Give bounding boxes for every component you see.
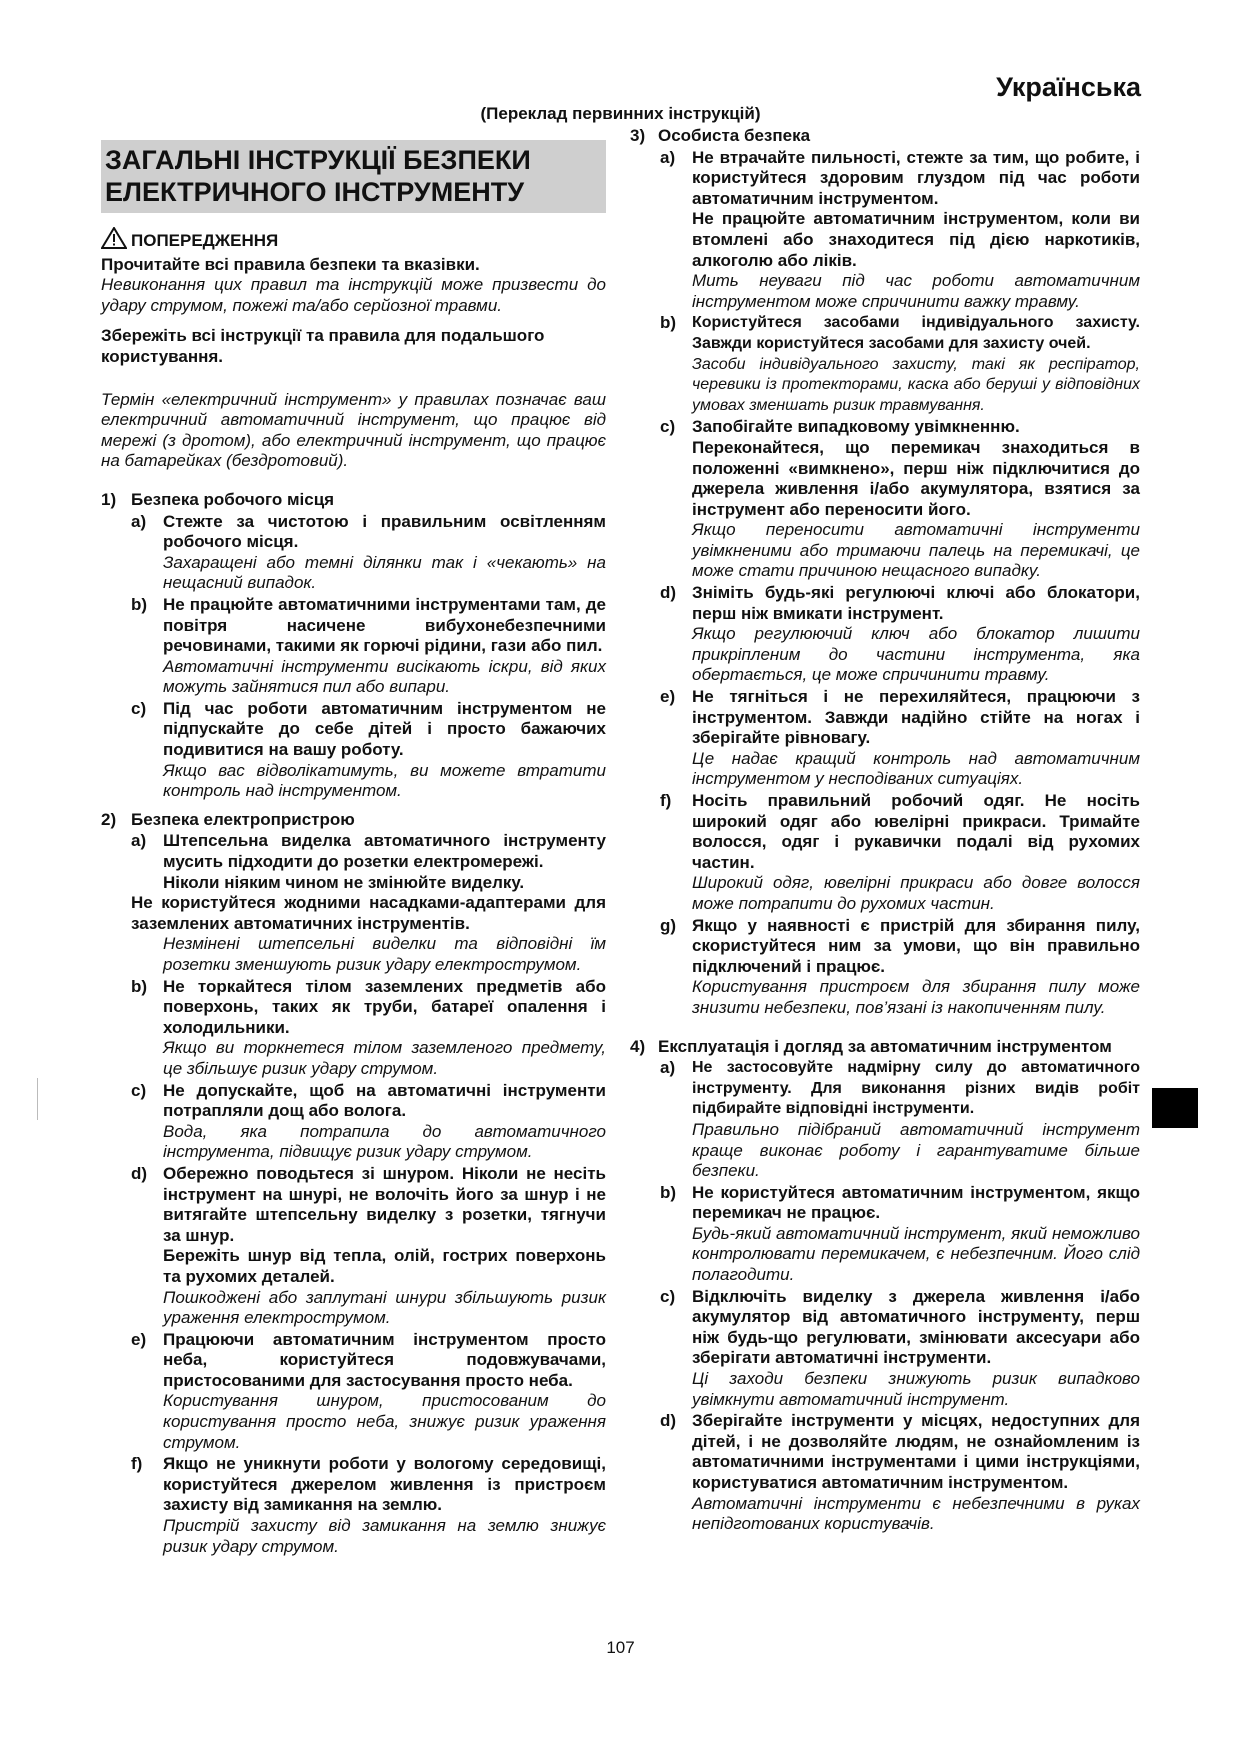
- item-bold: Користуйтеся засобами індивідуального захисту. Завжди користуйтеся засобами для захисту очей.: [692, 314, 1140, 352]
- item-bold-3: Не користуйтеся жодними насадками-адаптерами для заземлених автоматичних інструментів.: [131, 893, 606, 933]
- item-italic: Незмінені штепсельні виделки та відповідні їм розетки зменшують ризик удару електрострумом.: [163, 934, 606, 974]
- item-letter: d): [131, 1163, 148, 1183]
- item-bold: Штепсельна виделка автоматичного інструменту мусить підходити до розетки електромережі.: [163, 831, 606, 872]
- item-letter: b): [660, 1182, 677, 1202]
- margin-mark: [37, 1078, 38, 1120]
- list-item: [630, 1058, 1140, 1182]
- list-item: [630, 417, 1140, 582]
- item-bold-2: Ніколи ніяким чином не змінюйте виделку.: [163, 872, 525, 892]
- item-bold: Не користуйтеся автоматичним інструментом, якщо перемикач не працює.: [692, 1182, 1140, 1223]
- document-title: [101, 140, 606, 213]
- left-column: [101, 134, 606, 1557]
- warning-heading: [101, 227, 606, 255]
- item-letter: c): [660, 417, 676, 437]
- item-letter: a): [660, 1058, 676, 1078]
- item-italic: Користування пристроєм для збирання пилу може знизити небезпеки, пов’язані із накопиченням пилу.: [692, 977, 1140, 1017]
- side-tab-marker: [1152, 1088, 1198, 1128]
- list-item: [630, 1411, 1140, 1535]
- warning-save-bold: Збережіть всі інструкції та правила для подальшого користування.: [101, 326, 545, 366]
- list-item: [101, 1081, 606, 1163]
- item-bold: Не застосовуйте надмірну силу до автоматичного інструменту. Для виконання різних видів робіт підбирайте відповідні інструменти.: [692, 1059, 1140, 1118]
- list-item: [630, 583, 1140, 686]
- item-bold: Стежте за чистотою і правильним освітленням робочого місця.: [163, 511, 606, 552]
- item-italic: Засоби індивідуального захисту, такі як респіратор, черевики із протекторами, каска або беруші у відповідних умовах зменшать ризик травмування.: [692, 355, 1140, 414]
- list-item: [101, 595, 606, 698]
- item-bold: Носіть правильний робочий одяг. Не носіть широкий одяг або ювелірні прикраси. Тримайте волосся, одяг і рукавички подалі від рухомих частин.: [692, 791, 1140, 872]
- item-italic: Це надає кращий контроль над автоматичним інструментом у несподіваних ситуаціях.: [692, 748, 1140, 789]
- item-italic: Ці заходи безпеки знижують ризик випадково увімкнути автоматичний інструмент.: [692, 1369, 1140, 1409]
- item-bold: Обережно поводьтеся зі шнуром. Ніколи не несіть інструмент на шнурі, не волочіть його за шнур і не витягайте штепсельну виделку з розетки, тягнучи за шнур.: [163, 1163, 606, 1245]
- item-bold: Під час роботи автоматичним інструментом не підпускайте до себе дітей і просто бажаючих подивитися на вашу роботу.: [163, 698, 606, 760]
- warning-read-bold: Прочитайте всі правила безпеки та вказівки.: [101, 254, 480, 274]
- item-italic: Автоматичні інструменти є небезпечними в руках непідготованих користувачів.: [692, 1493, 1140, 1534]
- item-letter: a): [131, 511, 147, 531]
- item-letter: a): [660, 147, 676, 167]
- title-line: ЗАГАЛЬНІ ІНСТРУКЦІЇ БЕЗПЕКИ: [105, 145, 531, 175]
- item-italic: Будь-який автоматичний інструмент, який неможливо контролювати перемикачем, є небезпечним. Його слід полагодити.: [692, 1223, 1140, 1285]
- language-header: Українська: [996, 72, 1141, 102]
- item-italic: Автоматичні інструменти висікають іскри, від яких можуть зайнятися пил або випари.: [163, 656, 606, 697]
- list-item: [101, 1454, 606, 1557]
- item-italic: Користування шнуром, пристосованим до користування просто неба, знижує ризик ураження струмом.: [163, 1391, 606, 1452]
- item-italic: Правильно підібраний автоматичний інструмент краще виконає роботу і гарантуватиме більше безпеки.: [692, 1119, 1140, 1181]
- section-title: Безпека робочого місця: [131, 489, 335, 509]
- list-item: [101, 831, 606, 893]
- section-number: 4): [630, 1036, 646, 1056]
- list-item: [101, 1164, 606, 1329]
- item-letter: d): [660, 583, 677, 603]
- item-bold: Не допускайте, щоб на автоматичні інструменти потрапляли дощ або волога.: [163, 1080, 606, 1121]
- item-italic: Якщо вас відволікатимуть, ви можете втратити контроль над інструментом.: [163, 760, 606, 801]
- item-bold-2: Не працюйте автоматичним інструментом, коли ви втомлені або знаходитеся під дією наркотиків, алкоголю або ліків.: [692, 209, 1140, 270]
- list-item: [630, 1183, 1140, 1286]
- item-bold: Якщо у наявності є пристрій для збирання пилу, скористуйтеся ним за умови, що він правильно підключений і працює.: [692, 915, 1140, 976]
- item-bold: Запобігайте випадковому увімкненню.: [692, 417, 1020, 437]
- section-heading: [630, 1037, 1140, 1058]
- item-letter: f): [131, 1454, 143, 1474]
- item-bold: Не торкайтеся тілом заземлених предметів або поверхонь, таких як труби, батареї опалення і холодильники.: [163, 976, 606, 1037]
- item-italic: Якщо регулюючий ключ або блокатор лишити прикріпленим до частини інструмента, яка обертається, це може спричинити травму.: [692, 624, 1140, 685]
- item-italic: Широкий одяг, ювелірні прикраси або довге волосся може потрапити до рухомих частин.: [692, 873, 1140, 913]
- list-item: [101, 699, 606, 802]
- item-italic: Пристрій захисту від замикання на землю знижує ризик удару струмом.: [163, 1516, 606, 1556]
- item-letter: b): [660, 313, 677, 333]
- item-letter: b): [131, 594, 148, 614]
- list-item: [101, 977, 606, 1080]
- item-letter: c): [131, 1080, 147, 1100]
- item-bold: Якщо не уникнути роботи у вологому середовищі, користуйтеся джерелом живлення із пристроєм захисту від замикання на землю.: [163, 1454, 606, 1515]
- section-title: Безпека електропристрою: [131, 809, 355, 829]
- list-item: [630, 148, 1140, 313]
- item-bold: Не втрачайте пильності, стежте за тим, що робите, і користуйтеся здоровим глуздом під час роботи автоматичним інструментом.: [692, 147, 1140, 208]
- item-bold: Не тягніться і не перехиляйтеся, працюючи з інструментом. Завжди надійно стійте на ногах і зберігайте рівновагу.: [692, 687, 1140, 748]
- warning-term-italic: Термін «електричний інструмент» у правилах позначає ваш електричний автоматичний інструмент, що працює від мережі (з дротом), або електричний інструмент, що працює на батарейках (бездротовий).: [101, 389, 606, 471]
- section-title: Експлуатація і догляд за автоматичним інструментом: [658, 1036, 1112, 1056]
- right-column: [630, 126, 1140, 1535]
- section-heading: [101, 810, 606, 831]
- item-bold: Відключіть виделку з джерела живлення і/або акумулятор від автоматичного інструменту, перш ніж будь-що регулювати, змінювати аксесуари або зберігати автоматичні інструменти.: [692, 1286, 1140, 1368]
- section-heading: [630, 126, 1140, 147]
- item-letter: c): [131, 698, 147, 718]
- warning-read-italic: Невиконання цих правил та інструкцій може призвести до удару струмом, пожежі та/або серйозної травми.: [101, 275, 606, 315]
- list-item: [630, 687, 1140, 790]
- item-bold: Працюючи автоматичним інструментом просто неба, користуйтеся подовжувачами, пристосованими для застосування просто неба.: [163, 1329, 606, 1390]
- item-bold: Зберігайте інструменти у місцях, недоступних для дітей, і не дозволяйте людям, не ознайомленим із автоматичними інструментами і цими інструкціями, користуватися автоматичним інструментом.: [692, 1411, 1140, 1492]
- item-italic: Мить неуваги під час роботи автоматичним інструментом може спричинити важку травму.: [692, 271, 1140, 311]
- item-italic: Якщо ви торкнетеся тілом заземленого предмету, це збільшує ризик удару струмом.: [163, 1038, 606, 1078]
- item-italic: Якщо переносити автоматичні інструменти увімкненими або тримаючи палець на перемикачі, це може стати причиною нещасного випадку.: [692, 520, 1140, 581]
- item-letter: f): [660, 791, 672, 810]
- section-number: 2): [101, 809, 117, 829]
- title-line: ЕЛЕКТРИЧНОГО ІНСТРУМЕНТУ: [105, 177, 525, 207]
- translation-subtitle: (Переклад первинних інструкцій): [480, 104, 761, 123]
- item-letter: d): [660, 1411, 677, 1431]
- list-item: [101, 512, 606, 594]
- section-heading: [101, 490, 606, 511]
- item-bold-2: Бережіть шнур від тепла, олій, гострих поверхонь та рухомих деталей.: [163, 1246, 606, 1286]
- item-italic: Вода, яка потрапила до автоматичного інструмента, підвищує ризик удару струмом.: [163, 1121, 606, 1162]
- page-number: 107: [606, 1638, 635, 1657]
- warning-triangle-icon: [101, 227, 127, 255]
- list-item: [630, 791, 1140, 915]
- list-item: [630, 916, 1140, 1019]
- warning-heading-text: ПОПЕРЕДЖЕННЯ: [131, 230, 279, 250]
- list-item: [630, 1287, 1140, 1411]
- item-letter: a): [131, 831, 147, 851]
- list-item: [101, 1330, 606, 1454]
- section-number: 3): [630, 126, 646, 145]
- item-italic: Захаращені або темні ділянки так і «чекають» на нещасний випадок.: [163, 552, 606, 593]
- section-title: Особиста безпека: [658, 126, 811, 145]
- section-number: 1): [101, 489, 117, 509]
- item-letter: e): [660, 687, 676, 707]
- item-letter: b): [131, 976, 148, 996]
- item-letter: e): [131, 1329, 147, 1349]
- item-letter: c): [660, 1286, 676, 1306]
- item-bold: Не працюйте автоматичними інструментами там, де повітря насичене вибухонебезпечними речовинами, такими як горючі рідини, гази або пил.: [163, 594, 606, 656]
- list-item: [630, 313, 1140, 416]
- item-bold-2: Переконайтеся, що перемикач знаходиться в положенні «вимкнено», перш ніж підключитися до джерела живлення і/або акумулятора, взятися за інструмент або переносити його.: [692, 437, 1140, 519]
- item-italic: Пошкоджені або заплутані шнури збільшують ризик ураження електрострумом.: [163, 1287, 606, 1328]
- item-bold: Зніміть будь-які регулюючі ключі або блокатори, перш ніж вмикати інструмент.: [692, 583, 1140, 623]
- item-letter: g): [660, 915, 677, 935]
